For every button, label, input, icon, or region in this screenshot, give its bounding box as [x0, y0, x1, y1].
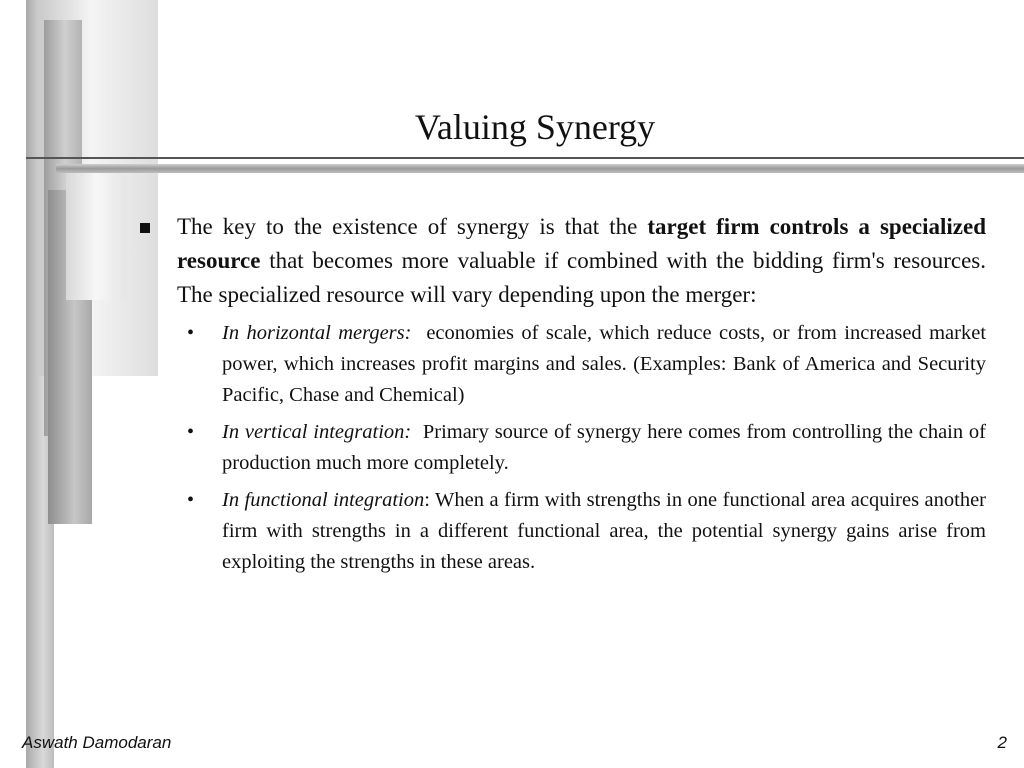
main-bullet-text-2: that becomes more valuable if combined with the bidding firm's resources. The specialized resource will vary depending upon the merger: — [177, 248, 986, 307]
sub-bullet-text: economies of scale, which reduce costs, or from increased market power, which increases profit margins and sales. (Examples: Bank of America and Security Pacific, Chase and Chemical) — [222, 322, 987, 406]
sub-bullet-label: In functional integration — [222, 489, 425, 511]
dot-bullet-icon: • — [187, 489, 195, 511]
slide-content — [140, 210, 986, 584]
sub-bullet-functional — [140, 485, 986, 578]
title-rule-thin — [26, 157, 1024, 159]
footer-author: Aswath Damodaran — [22, 733, 172, 752]
main-bullet-bold: target firm controls a specialized resource — [177, 214, 987, 273]
decor-bar-5 — [66, 172, 126, 300]
dot-bullet-icon: • — [187, 322, 195, 344]
slide-title: Valuing Synergy — [414, 107, 656, 147]
sub-bullet-text: : When a firm with strengths in one functional area acquires another firm with strengths in a different functional area, the potential synergy gains arise from exploiting the strengths in these areas. — [222, 489, 986, 573]
main-bullet — [140, 210, 986, 312]
sub-bullet-horizontal — [140, 318, 986, 411]
sub-bullet-label: In horizontal mergers: — [222, 322, 412, 344]
square-bullet-icon — [140, 223, 150, 233]
sub-bullet-list — [140, 318, 986, 578]
sub-bullet-label: In vertical integration: — [222, 421, 412, 443]
dot-bullet-icon: • — [187, 421, 195, 443]
sub-bullet-vertical — [140, 417, 986, 479]
sub-bullet-text: Primary source of synergy here comes from controlling the chain of production much more completely. — [222, 421, 987, 474]
footer-page-number: 2 — [997, 733, 1007, 752]
main-bullet-text-1: The key to the existence of synergy is that the — [177, 214, 648, 239]
title-rule-thick — [56, 164, 1024, 173]
